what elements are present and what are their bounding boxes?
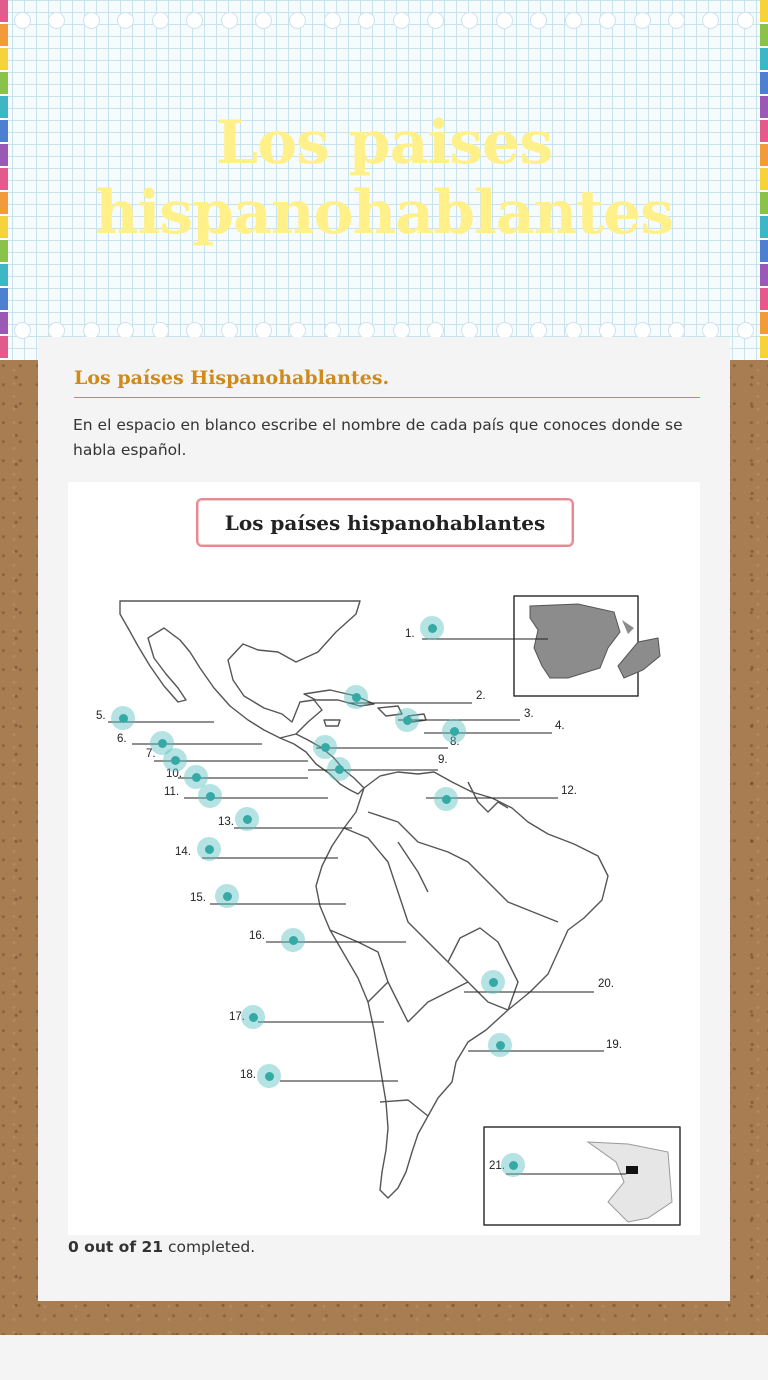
answer-hotspot-20[interactable] bbox=[481, 970, 505, 994]
binder-hole bbox=[496, 12, 513, 29]
binder-hole bbox=[393, 12, 410, 29]
answer-hotspot-15[interactable] bbox=[215, 884, 239, 908]
label-number: 9. bbox=[438, 754, 448, 766]
binder-hole bbox=[255, 12, 272, 29]
binder-hole bbox=[117, 12, 134, 29]
binder-hole bbox=[565, 12, 582, 29]
answer-hotspot-18[interactable] bbox=[257, 1064, 281, 1088]
answer-hotspot-13[interactable] bbox=[235, 807, 259, 831]
answer-hotspot-5[interactable] bbox=[111, 706, 135, 730]
binder-hole bbox=[152, 12, 169, 29]
binder-hole bbox=[702, 12, 719, 29]
label-number: 16. bbox=[249, 930, 265, 942]
binder-hole bbox=[668, 12, 685, 29]
binder-holes-top bbox=[14, 12, 754, 32]
binder-hole bbox=[186, 12, 203, 29]
instructions-text: En el espacio en blanco escribe el nombre de cada país que conoces donde se habla español. bbox=[73, 416, 683, 459]
binder-hole bbox=[14, 12, 31, 29]
label-number: 21. bbox=[489, 1160, 505, 1172]
label-number: 5. bbox=[96, 710, 106, 722]
label-number: 4. bbox=[555, 720, 565, 732]
label-number: 19. bbox=[606, 1039, 622, 1051]
binder-hole bbox=[461, 12, 478, 29]
label-number: 20. bbox=[598, 978, 614, 990]
label-number: 3. bbox=[524, 708, 534, 720]
binder-hole bbox=[599, 12, 616, 29]
binder-hole bbox=[221, 12, 238, 29]
answer-hotspot-17[interactable] bbox=[241, 1005, 265, 1029]
label-number: 7. bbox=[146, 748, 156, 760]
answer-hotspot-9[interactable] bbox=[327, 757, 351, 781]
label-number: 6. bbox=[117, 733, 127, 745]
binder-hole bbox=[737, 12, 754, 29]
binder-hole bbox=[634, 12, 651, 29]
label-number: 15. bbox=[190, 892, 206, 904]
label-number: 10. bbox=[166, 768, 182, 780]
binder-hole bbox=[14, 322, 31, 339]
label-number: 8. bbox=[450, 736, 460, 748]
worksheet-map-image bbox=[68, 482, 700, 1235]
footer-strip bbox=[0, 1335, 768, 1380]
answer-hotspot-14[interactable] bbox=[197, 837, 221, 861]
binder-hole bbox=[427, 12, 444, 29]
card-heading: Los países Hispanohablantes. bbox=[74, 367, 700, 398]
binder-hole bbox=[48, 12, 65, 29]
answer-hotspot-11[interactable] bbox=[198, 784, 222, 808]
progress-count: 0 out of 21 bbox=[68, 1238, 164, 1256]
page-title: Los paises hispanohablantes bbox=[94, 108, 674, 248]
binder-hole bbox=[530, 12, 547, 29]
answer-hotspot-7[interactable] bbox=[163, 748, 187, 772]
progress-status bbox=[68, 1238, 255, 1256]
latin-america-map-icon bbox=[68, 482, 700, 1235]
answer-hotspot-2[interactable] bbox=[344, 685, 368, 709]
header-banner bbox=[0, 0, 768, 360]
answer-hotspot-1[interactable] bbox=[420, 616, 444, 640]
worksheet-card bbox=[38, 337, 730, 1301]
answer-hotspot-19[interactable] bbox=[488, 1033, 512, 1057]
label-number: 14. bbox=[175, 846, 191, 858]
answer-hotspot-3[interactable] bbox=[395, 708, 419, 732]
worksheet-title: Los países hispanohablantes bbox=[196, 498, 574, 547]
label-number: 2. bbox=[476, 690, 486, 702]
label-number: 11. bbox=[164, 786, 180, 798]
binder-hole bbox=[737, 322, 754, 339]
label-number: 1. bbox=[405, 628, 415, 640]
answer-hotspot-16[interactable] bbox=[281, 928, 305, 952]
binder-hole bbox=[324, 12, 341, 29]
label-number: 17. bbox=[229, 1011, 245, 1023]
binder-hole bbox=[289, 12, 306, 29]
answer-hotspot-4[interactable] bbox=[442, 719, 466, 743]
binder-hole bbox=[83, 12, 100, 29]
label-number: 18. bbox=[240, 1069, 256, 1081]
answer-hotspot-12[interactable] bbox=[434, 787, 458, 811]
binder-hole bbox=[358, 12, 375, 29]
answer-hotspot-8[interactable] bbox=[313, 735, 337, 759]
progress-suffix: completed. bbox=[163, 1238, 256, 1256]
answer-hotspot-21[interactable] bbox=[501, 1153, 525, 1177]
label-number: 12. bbox=[561, 785, 577, 797]
label-number: 13. bbox=[218, 816, 234, 828]
